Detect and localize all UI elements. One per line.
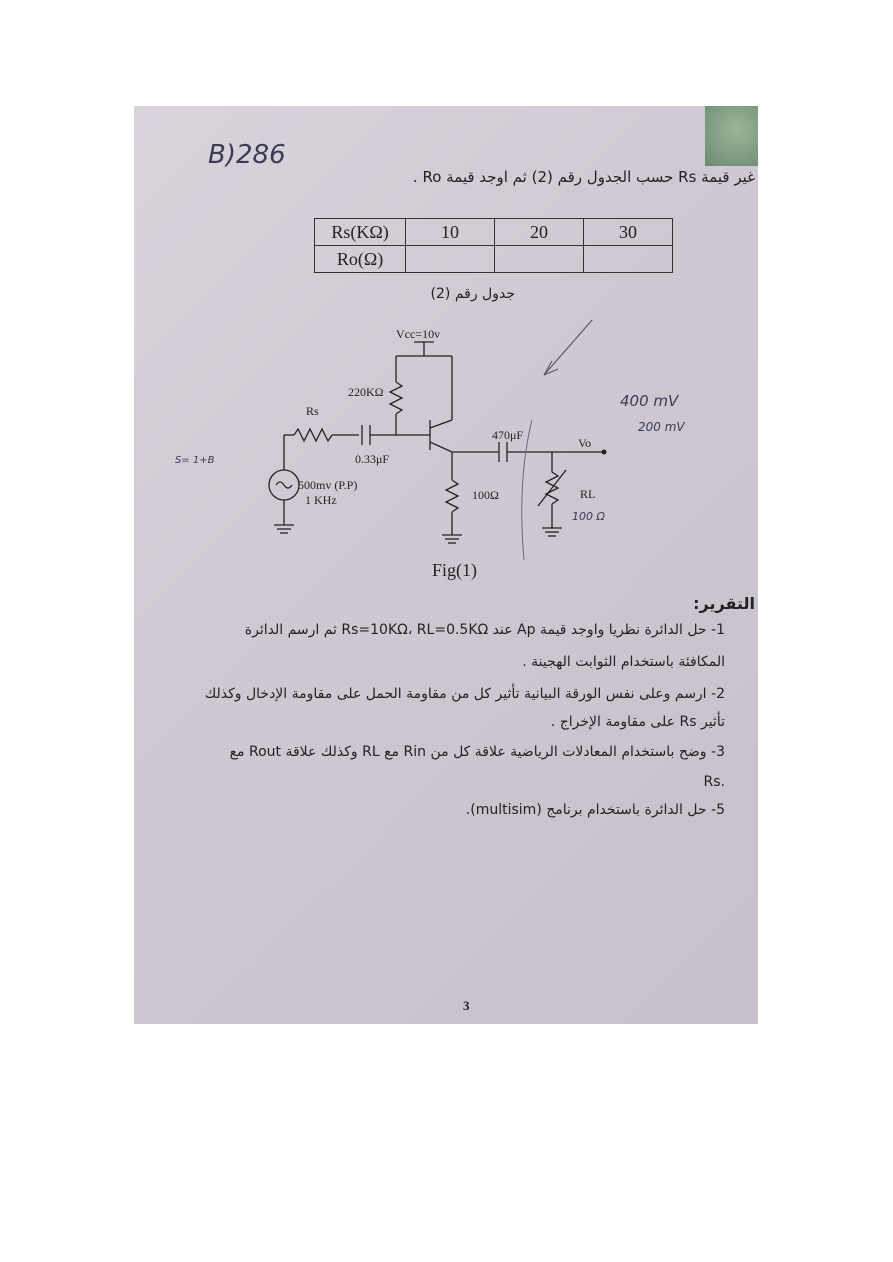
background-corner [705, 106, 758, 166]
source-label: 500mv (P.P) [298, 478, 358, 492]
table-cell: 10 [406, 219, 495, 246]
table-cell: 20 [495, 219, 584, 246]
table-cell [495, 246, 584, 273]
re-label: 100Ω [472, 488, 499, 502]
table-cell: 30 [584, 219, 673, 246]
table-cell: Rs(KΩ) [315, 219, 406, 246]
table-cell [406, 246, 495, 273]
rb-label: 220KΩ [348, 385, 384, 399]
report-item-2: 2- ارسم وعلى نفس الورقة البيانية تأثير كل من مقاومة الحمل على مقاومة الإدخال وكذلك [204, 686, 725, 702]
report-item-1-cont: المكافئة باستخدام الثوابت الهجينة . [522, 654, 725, 670]
instruction-text: غير قيمة Rs حسب الجدول رقم (2) ثم اوجد قيمة Ro . [412, 168, 755, 186]
rl-label: RL [580, 487, 596, 501]
handwritten-note: 100 Ω [572, 510, 605, 523]
table-row [315, 219, 673, 246]
table-cell [584, 246, 673, 273]
handwritten-note: 200 mV [638, 420, 685, 434]
report-item-2-cont: تأثير Rs على مقاومة الإخراج . [550, 714, 725, 730]
frequency-label: 1 KHz [305, 493, 337, 507]
table-row [315, 246, 673, 273]
report-item-3: 3- وضح باستخدام المعادلات الرياضية علاقة كل من Rin مع RL وكذلك علاقة Rout مع [229, 744, 725, 760]
report-item-3-cont: .Rs [703, 774, 725, 790]
rs-ro-table [314, 218, 673, 273]
page-number: 3 [463, 998, 470, 1013]
report-heading: التقرير: [693, 594, 755, 613]
circuit-diagram [134, 320, 758, 580]
handwritten-note: S= 1+B [175, 455, 215, 466]
report-item-5: 5- حل الدائرة باستخدام برنامج (multisim). [465, 802, 725, 818]
handwritten-code: B)286 [208, 140, 286, 170]
cin-label: 0.33μF [355, 452, 390, 466]
vcc-label: Vcc=10v [396, 327, 441, 341]
table-cell: Ro(Ω) [315, 246, 406, 273]
vo-label: Vo [578, 436, 592, 450]
cout-label: 470μF [492, 428, 524, 442]
rs-label: Rs [306, 404, 319, 418]
handwritten-note: 400 mV [620, 392, 679, 410]
report-item-1: 1- حل الدائرة نظريا واوجد قيمة Ap عند Rs=10KΩ، RL=0.5KΩ ثم ارسم الدائرة [244, 622, 725, 638]
table-caption: جدول رقم (2) [430, 286, 515, 302]
figure-caption: Fig(1) [432, 560, 477, 580]
